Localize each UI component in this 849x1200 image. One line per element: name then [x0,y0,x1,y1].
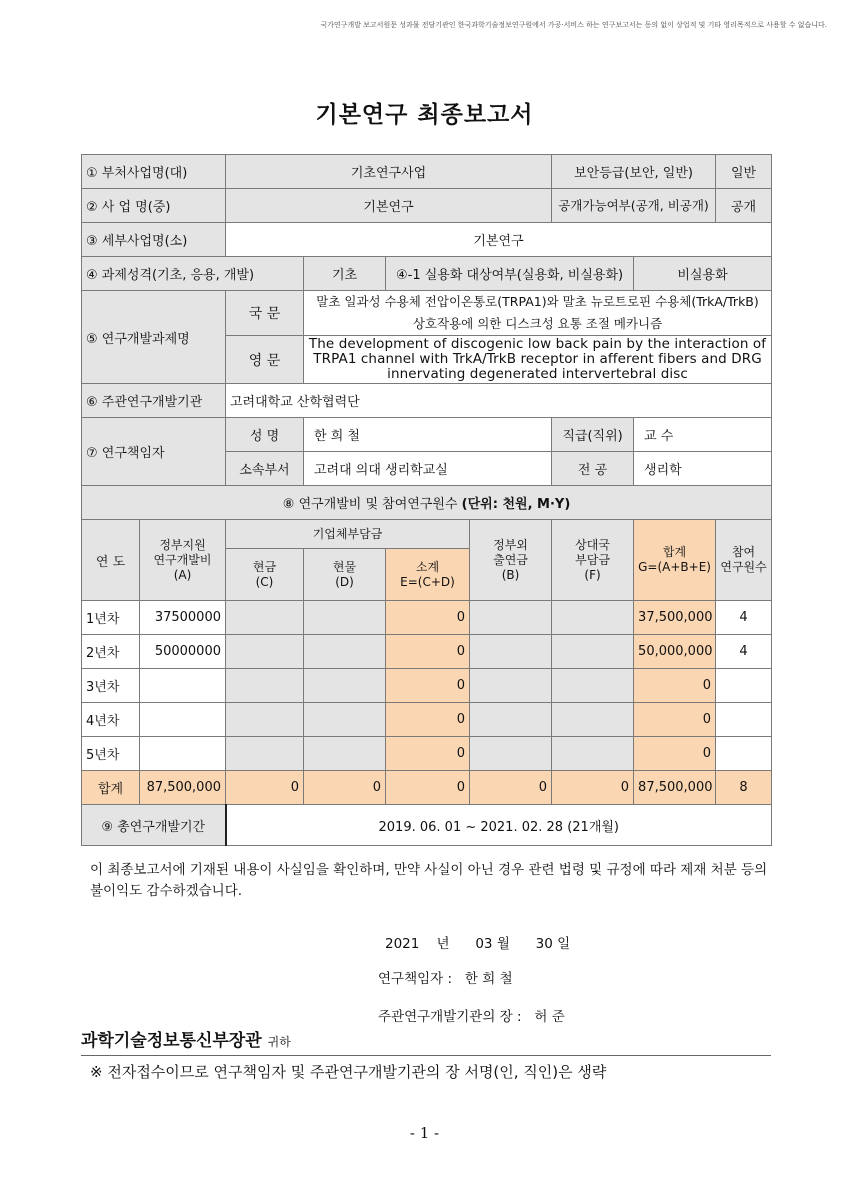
minister-name: 과학기술정보통신부장관 [81,1031,262,1051]
sum-year: 합계 [82,771,140,805]
value-pi-major: 생리학 [634,452,772,486]
cell-subtotal: 0 [386,601,470,635]
cell-inkind [304,635,386,669]
cell-total: 50,000,000 [634,635,716,669]
cell-inkind [304,601,386,635]
cell-partner [552,737,634,771]
report-form-table [81,154,772,846]
title-korean-line2: 상호작용에 의한 디스크성 요통 조절 메카니즘 [412,316,663,331]
cell-gov [140,737,226,771]
label-period: ⑨ 총연구개발기간 [82,805,226,846]
value-program-name: 기본연구 [226,189,552,223]
copyright-notice: 국가연구개발 보고서원문 성과물 전담기관인 한국과학기술정보연구원에서 가공·서비스 하는 연구보고서는 동의 없이 상업적 및 기타 영리목적으로 사용할 수 없습니다. [320,21,827,29]
label-program-name: ② 사 업 명(중) [82,189,226,223]
budget-sum-row [82,771,772,805]
date-month: 03 [475,936,493,952]
addressee-suffix: 귀하 [267,1035,291,1049]
budget-year-row [82,737,772,771]
cell-gov: 50000000 [140,635,226,669]
date-day-unit: 일 [557,936,571,952]
date-month-unit: 월 [496,936,510,952]
row-period [82,805,772,846]
label-security-level: 보안등급(보안, 일반) [552,155,716,189]
head-signature-label: 주관연구개발기관의 장 : [378,1009,522,1025]
sum-subtotal: 0 [386,771,470,805]
row-title-ko [82,291,772,336]
cell-year: 5년차 [82,737,140,771]
cell-inkind [304,703,386,737]
header-corporate: 기업체부담금 [226,520,470,549]
cell-subtotal: 0 [386,703,470,737]
cell-inkind [304,669,386,703]
row-ministry-program [82,155,772,189]
cell-cash [226,737,304,771]
value-pi-dept: 고려대 의대 생리학교실 [304,452,552,486]
label-subprogram: ③ 세부사업명(소) [82,223,226,257]
row-subprogram [82,223,772,257]
title-korean-line1: 말초 일과성 수용체 전압이온통로(TRPA1)와 말초 뉴로트로핀 수용체(TrkA/TrkB) [316,294,759,309]
value-subprogram: 기본연구 [226,223,772,257]
budget-year-row [82,703,772,737]
cell-total: 0 [634,703,716,737]
header-year: 연 도 [82,520,140,601]
cell-partner [552,703,634,737]
sum-inkind: 0 [304,771,386,805]
budget-header-row1 [82,520,772,549]
value-pi-name: 한 희 철 [304,418,552,452]
row-institution [82,384,772,418]
cell-cash [226,669,304,703]
label-korean: 국 문 [226,291,304,336]
header-total: 합계 G=(A+B+E) [634,520,716,601]
sum-nongov: 0 [470,771,552,805]
value-period: 2019. 06. 01 ~ 2021. 02. 28 (21개월) [226,805,772,846]
label-english: 영 문 [226,336,304,384]
sum-cash: 0 [226,771,304,805]
value-task-nature: 기초 [304,257,386,291]
cell-cash [226,635,304,669]
addressee [81,1026,771,1056]
value-security-level: 일반 [716,155,772,189]
sum-gov: 87,500,000 [140,771,226,805]
cell-nongov [470,601,552,635]
header-inkind: 현물 (D) [304,549,386,601]
cell-cash [226,703,304,737]
sum-partner: 0 [552,771,634,805]
budget-title-text: ⑧ 연구개발비 및 참여연구원수 [282,497,462,512]
cell-researchers [716,737,772,771]
cell-year: 3년차 [82,669,140,703]
head-signature-name: 허 준 [534,1009,565,1025]
date-year: 2021 [385,936,420,952]
confirmation-statement: 이 최종보고서에 기재된 내용이 사실임을 확인하며, 만약 사실이 아닌 경우 관련 법령 및 규정에 따라 제재 처분 등의 불이익도 감수하겠습니다. [90,862,768,899]
cell-year: 1년차 [82,601,140,635]
budget-unit: (단위: 천원, M·Y) [461,497,571,512]
cell-researchers [716,669,772,703]
institution-head-signature [378,1005,565,1025]
pi-signature-name: 한 희 철 [464,971,513,987]
cell-cash [226,601,304,635]
cell-partner [552,601,634,635]
sum-researchers: 8 [716,771,772,805]
cell-total: 0 [634,669,716,703]
budget-year-row [82,601,772,635]
label-pi-position: 직급(직위) [552,418,634,452]
cell-nongov [470,635,552,669]
header-nongov: 정부외 출연금 (B) [470,520,552,601]
cell-inkind [304,737,386,771]
report-date [385,932,570,952]
date-day: 30 [535,936,553,952]
value-pi-position: 교 수 [634,418,772,452]
header-partner: 상대국 부담금 (F) [552,520,634,601]
budget-year-row [82,669,772,703]
budget-year-row [82,635,772,669]
cell-researchers: 4 [716,635,772,669]
cell-researchers [716,703,772,737]
sum-total: 87,500,000 [634,771,716,805]
value-title-korean [304,291,772,336]
cell-subtotal: 0 [386,635,470,669]
header-subtotal: 소계 E=(C+D) [386,549,470,601]
row-task-nature [82,257,772,291]
label-pi: ⑦ 연구책임자 [82,418,226,486]
label-pi-name: 성 명 [226,418,304,452]
electronic-submission-note: ※ 전자접수이므로 연구책임자 및 주관연구개발기관의 장 서명(인, 직인)은 생략 [90,1063,607,1081]
value-disclosure: 공개 [716,189,772,223]
budget-section-title [82,486,772,520]
label-pi-major: 전 공 [552,452,634,486]
cell-subtotal: 0 [386,737,470,771]
page-title: 기본연구 최종보고서 [315,102,534,128]
cell-gov [140,669,226,703]
header-cash: 현금 (C) [226,549,304,601]
date-year-unit: 년 [436,936,450,952]
cell-year: 2년차 [82,635,140,669]
row-program-name [82,189,772,223]
cell-subtotal: 0 [386,669,470,703]
row-budget-title [82,486,772,520]
cell-partner [552,669,634,703]
cell-total: 37,500,000 [634,601,716,635]
label-institution: ⑥ 주관연구개발기관 [82,384,226,418]
header-researchers: 참여 연구원수 [716,520,772,601]
label-ministry-program: ① 부처사업명(대) [82,155,226,189]
label-disclosure: 공개가능여부(공개, 비공개) [552,189,716,223]
cell-gov: 37500000 [140,601,226,635]
label-commercialization: ④-1 실용화 대상여부(실용화, 비실용화) [386,257,634,291]
value-title-english: The development of discogenic low back pain by the interaction of TRPA1 channel with TrkA/TrkB receptor in afferent fibers and DRG innervating degenerated intervertebral disc [304,336,772,384]
label-project-title: ⑤ 연구개발과제명 [82,291,226,384]
cell-nongov [470,703,552,737]
cell-partner [552,635,634,669]
cell-total: 0 [634,737,716,771]
header-gov-fund: 정부지원 연구개발비 (A) [140,520,226,601]
value-commercialization: 비실용화 [634,257,772,291]
value-institution: 고려대학교 산학협력단 [226,384,772,418]
row-pi-name [82,418,772,452]
cell-year: 4년차 [82,703,140,737]
value-ministry-program: 기초연구사업 [226,155,552,189]
cell-nongov [470,737,552,771]
label-pi-dept: 소속부서 [226,452,304,486]
cell-nongov [470,669,552,703]
pi-signature [378,967,513,987]
cell-gov [140,703,226,737]
cell-researchers: 4 [716,601,772,635]
pi-signature-label: 연구책임자 : [378,971,453,987]
label-task-nature: ④ 과제성격(기초, 응용, 개발) [82,257,304,291]
page-number: - 1 - [409,1124,440,1142]
